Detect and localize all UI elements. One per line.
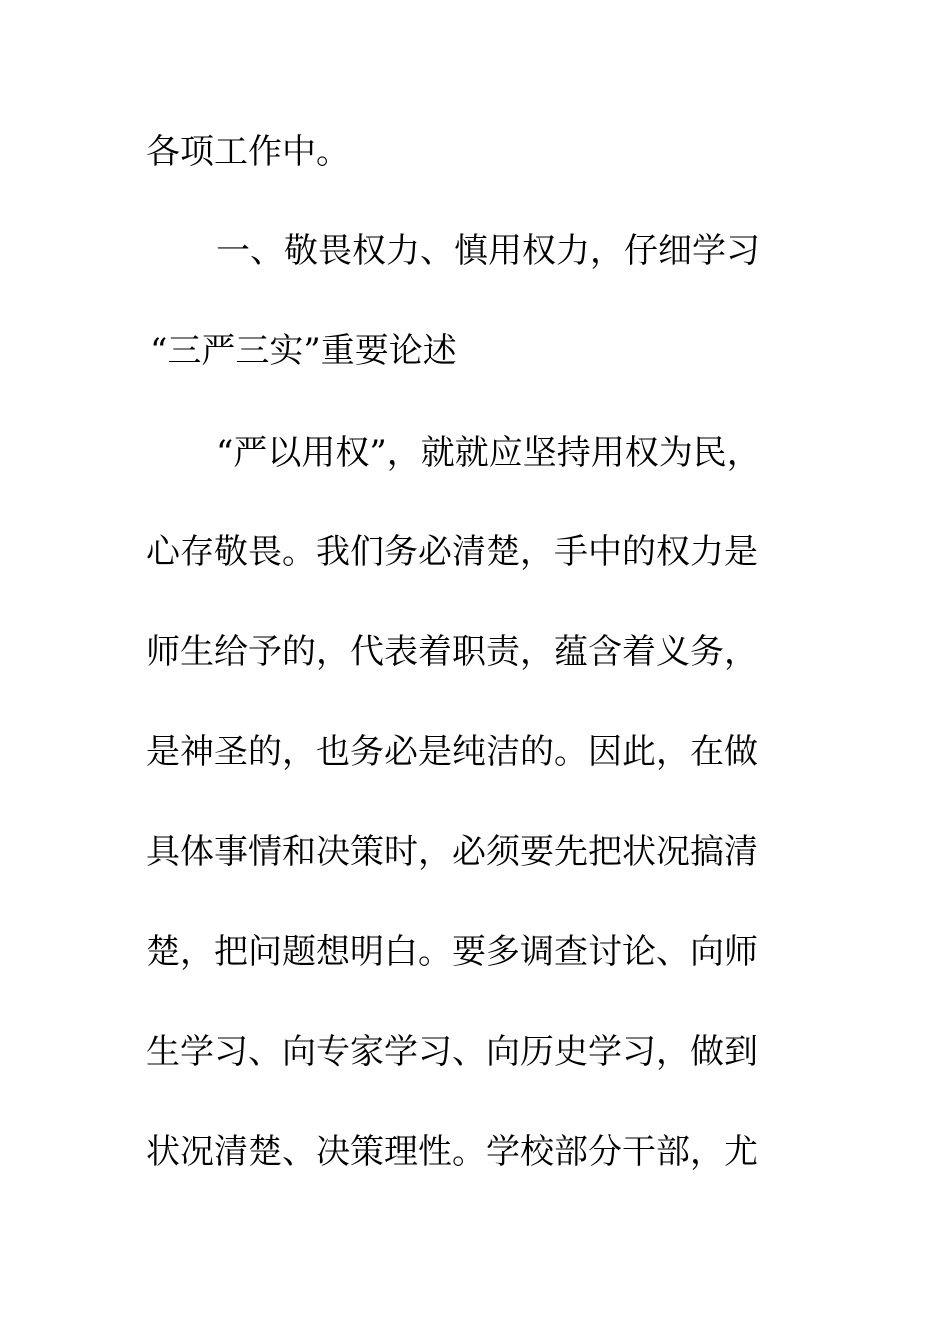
section-heading-line-2: “三严三实”重要论述 — [150, 331, 457, 371]
paragraph-first-line: “严以用权”，就就应坚持用权为民， — [216, 433, 761, 473]
text-line: 生学习、向专家学习、向历史学习，做到 — [146, 1032, 758, 1072]
text-line: 各项工作中。 — [146, 132, 350, 172]
text-line: 状况清楚、决策理性。学校部分干部，尤 — [146, 1132, 758, 1172]
section-heading-line-1: 一、敬畏权力、慎用权力，仔细学习 — [216, 231, 760, 271]
text-line: 师生给予的，代表着职责，蕴含着义务， — [146, 632, 758, 672]
text-line: 是神圣的，也务必是纯洁的。因此，在做 — [146, 732, 758, 772]
text-line: 具体事情和决策时，必须要先把状况搞清 — [146, 832, 758, 872]
text-line: 心存敬畏。我们务必清楚，手中的权力是 — [146, 532, 758, 572]
text-line: 楚，把问题想明白。要多调查讨论、向师 — [146, 932, 758, 972]
